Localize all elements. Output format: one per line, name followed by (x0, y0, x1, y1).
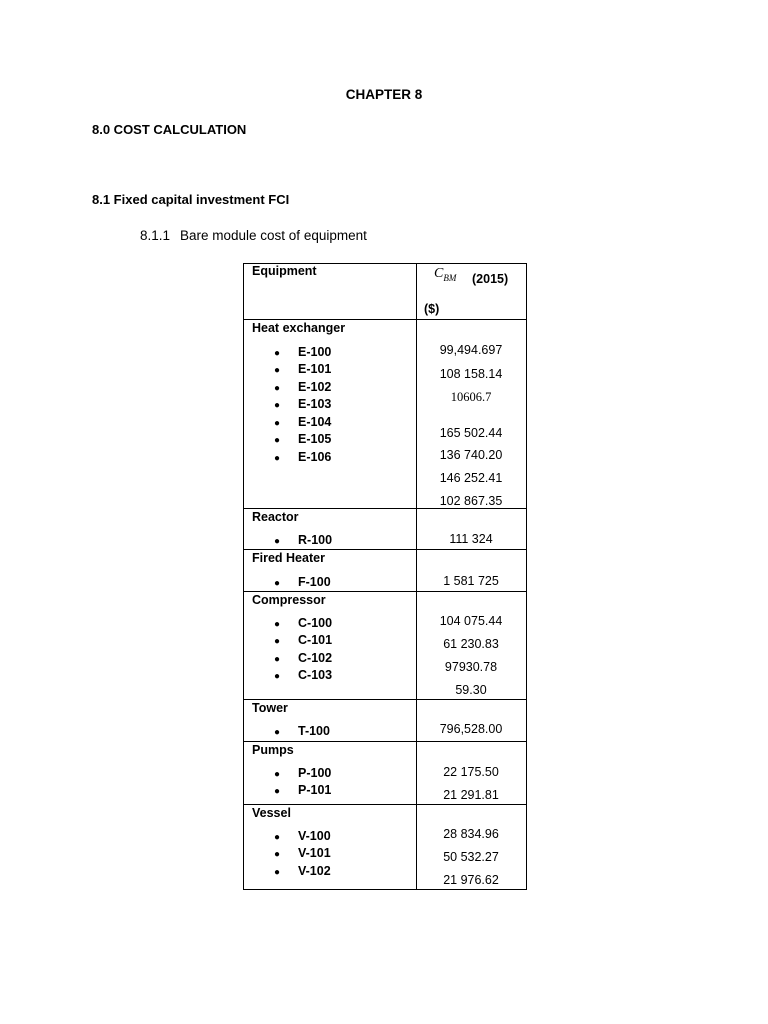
list-item: ● T-100 (274, 724, 330, 738)
cost-value: 102 867.35 (439, 494, 503, 508)
subsubsection-heading (140, 228, 367, 243)
list-item: ● E-105 (274, 432, 332, 446)
list-item: ● P-100 (274, 766, 332, 780)
cost-value: 146 252.41 (439, 471, 503, 485)
group-label: Pumps (252, 743, 294, 757)
chapter-title: CHAPTER 8 (345, 87, 423, 102)
cost-value: 99,494.697 (439, 343, 503, 357)
group-heat-exchanger (244, 319, 526, 508)
list-item: ● C-103 (274, 668, 333, 682)
equipment-cost-table (243, 263, 527, 890)
list-item: ● V-102 (274, 864, 331, 878)
cost-value: 59.30 (455, 683, 487, 697)
list-item: ● V-100 (274, 829, 331, 843)
list-item: ● F-100 (274, 575, 331, 589)
cost-value: 22 175.50 (443, 765, 499, 779)
cost-value: 108 158.14 (439, 367, 503, 381)
cost-value: 21 291.81 (443, 788, 499, 802)
cost-value: 796,528.00 (439, 722, 503, 736)
cost-value: 28 834.96 (443, 827, 499, 841)
subsection-heading: 8.1 Fixed capital investment FCI (92, 192, 290, 207)
list-item: ● R-100 (274, 533, 333, 547)
group-label: Heat exchanger (252, 321, 346, 335)
cost-unit: ($) (424, 302, 440, 316)
cost-value: 97930.78 (444, 660, 498, 674)
list-item: ● E-104 (274, 415, 332, 429)
list-item: ● E-101 (274, 362, 332, 376)
list-item: ● E-102 (274, 380, 332, 394)
group-vessel (244, 804, 526, 889)
group-fired-heater (244, 549, 526, 591)
group-label: Vessel (252, 806, 291, 820)
group-pumps (244, 741, 526, 804)
cost-value: 10606.7 (450, 390, 492, 404)
group-reactor (244, 508, 526, 549)
equipment-column-header: Equipment (252, 264, 317, 278)
group-label: Fired Heater (252, 551, 325, 565)
subsubsection-number: 8.1.1 (140, 228, 171, 243)
group-tower (244, 699, 526, 741)
group-label: Compressor (252, 593, 326, 607)
section-heading: 8.0 COST CALCULATION (92, 122, 247, 137)
cost-value: 61 230.83 (443, 637, 499, 651)
list-item: ● V-101 (274, 846, 331, 860)
cost-value: 111 324 (449, 532, 493, 546)
cost-value: 50 532.27 (443, 850, 499, 864)
group-label: Tower (252, 701, 288, 715)
list-item: ● C-102 (274, 651, 333, 665)
cost-value: 165 502.44 (439, 426, 503, 440)
group-compressor (244, 591, 526, 699)
cost-value: 1 581 725 (443, 574, 499, 588)
list-item: ● E-100 (274, 345, 332, 359)
list-item: ● C-101 (274, 633, 333, 647)
cost-value: 104 075.44 (439, 614, 503, 628)
cbm-symbol: $C_{BM}$ (434, 266, 457, 283)
subsubsection-title: Bare module cost of equipment (180, 228, 367, 243)
cost-year: (2015) (472, 272, 509, 286)
list-item: ● P-101 (274, 783, 332, 797)
table-header-row (244, 264, 526, 319)
list-item: ● E-106 (274, 450, 332, 464)
list-item: ● C-100 (274, 616, 333, 630)
cost-value: 136 740.20 (439, 448, 503, 462)
group-label: Reactor (252, 510, 299, 524)
list-item: ● E-103 (274, 397, 332, 411)
cost-value: 21 976.62 (443, 873, 499, 887)
